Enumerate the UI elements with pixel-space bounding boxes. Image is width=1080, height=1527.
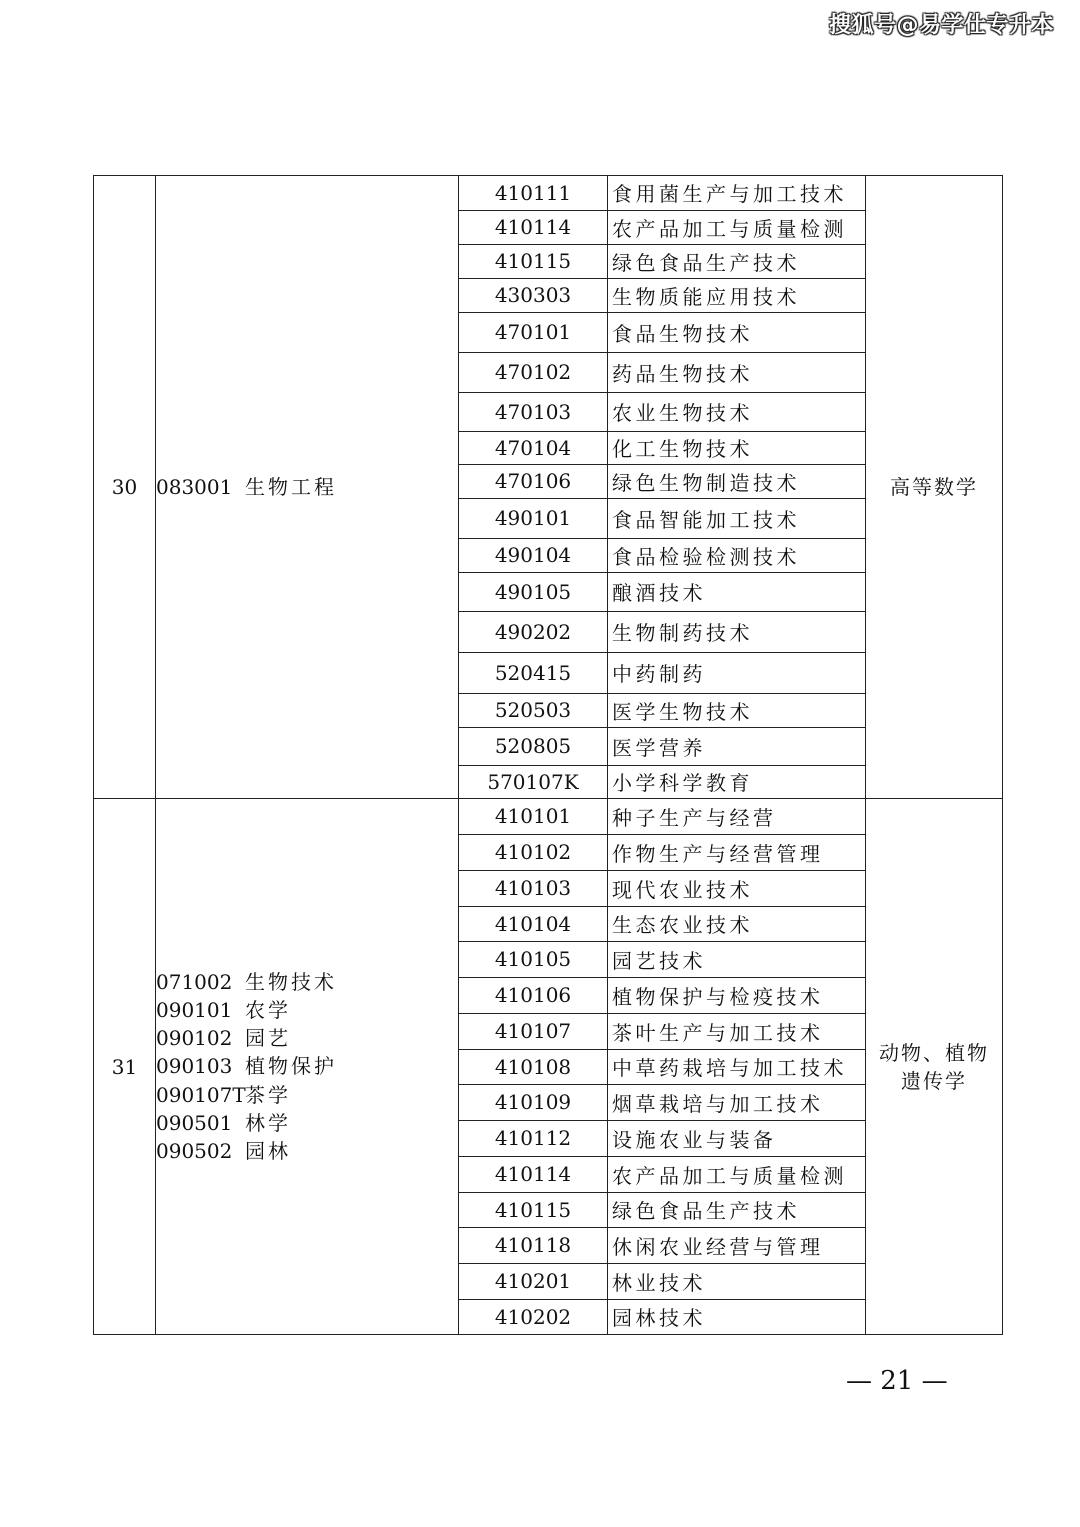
vocational-major-code: 410202 — [459, 1299, 608, 1334]
undergrad-major-code: 090102 — [156, 1026, 233, 1051]
vocational-major-name: 园林技术 — [612, 1306, 706, 1331]
vocational-major-code: 470103 — [459, 392, 608, 431]
list-item — [459, 572, 865, 611]
list-item — [459, 1049, 865, 1084]
undergrad-major-code: 090107T — [156, 1082, 246, 1107]
vocational-major-code: 470106 — [459, 464, 608, 498]
list-item — [459, 1013, 865, 1049]
vocational-major-code: 470104 — [459, 431, 608, 464]
page-number: — 21 — — [846, 1366, 948, 1396]
list-item — [459, 1263, 865, 1299]
vocational-major-name: 农产品加工与质量检测 — [608, 1156, 866, 1192]
vocational-major-name: 生物制药技术 — [608, 611, 866, 652]
list-item — [459, 1227, 865, 1263]
vocational-major-code: 410101 — [459, 799, 608, 834]
vocational-major-code: 410108 — [459, 1049, 608, 1084]
vocational-major-name: 酿酒技术 — [608, 572, 866, 611]
list-item — [459, 693, 865, 727]
list-item — [459, 941, 865, 977]
vocational-major-name: 医学营养 — [608, 727, 866, 765]
vocational-major-code: 410105 — [459, 941, 608, 977]
vocational-major-code: 410118 — [459, 1227, 608, 1263]
list-item — [459, 431, 865, 464]
table-row — [94, 176, 1003, 799]
vocational-major-code: 410104 — [459, 906, 608, 941]
vocational-major-code: 410111 — [459, 176, 608, 210]
list-item — [459, 765, 865, 798]
vocational-major-name: 农业生物技术 — [608, 392, 866, 431]
undergrad-major-code: 071002 — [156, 969, 233, 994]
vocational-major-name: 食品检验检测技术 — [608, 538, 866, 572]
vocational-major-name: 食用菌生产与加工技术 — [608, 176, 866, 210]
vocational-major-code: 570107K — [459, 765, 608, 798]
undergrad-major — [156, 1081, 458, 1109]
vocational-major-code: 410115 — [459, 244, 608, 278]
vocational-major-name: 食品生物技术 — [608, 312, 866, 352]
vocational-major-name: 现代农业技术 — [608, 870, 866, 906]
watermark: 搜狐号@易学仕专升本 — [828, 13, 1054, 38]
list-item — [459, 870, 865, 906]
undergrad-major-name: 农学 — [245, 997, 291, 1022]
vocational-major-code: 490104 — [459, 538, 608, 572]
list-item — [459, 352, 865, 392]
vocational-majors-cell — [459, 799, 866, 1335]
vocational-major-name: 药品生物技术 — [608, 352, 866, 392]
vocational-majors-cell — [459, 176, 866, 799]
undergrad-major-code: 083001 — [156, 474, 233, 499]
list-item — [459, 392, 865, 431]
vocational-major-name: 生物质能应用技术 — [608, 278, 866, 312]
vocational-major-code: 410102 — [459, 834, 608, 870]
vocational-major-name: 农产品加工与质量检测 — [608, 210, 866, 244]
vocational-major-name: 植物保护与检疫技术 — [608, 977, 866, 1013]
undergrad-major-name: 林学 — [245, 1110, 291, 1135]
vocational-major-name: 园艺技术 — [608, 941, 866, 977]
vocational-major-code: 490105 — [459, 572, 608, 611]
list-item — [459, 1156, 865, 1192]
undergrad-major — [156, 1024, 458, 1052]
vocational-major-name: 中草药栽培与加工技术 — [608, 1049, 866, 1084]
list-item — [459, 1192, 865, 1227]
vocational-major-code: 490101 — [459, 498, 608, 538]
major-mapping-table — [93, 175, 1003, 1335]
undergrad-major — [156, 1137, 458, 1165]
undergrad-major-name: 茶学 — [245, 1082, 291, 1107]
list-item — [459, 498, 865, 538]
vocational-major-name: 食品智能加工技术 — [608, 498, 866, 538]
vocational-major-code: 410115 — [459, 1192, 608, 1227]
vocational-major-name: 绿色生物制造技术 — [608, 464, 866, 498]
vocational-major-name: 茶叶生产与加工技术 — [608, 1013, 866, 1049]
vocational-major-name: 绿色食品生产技术 — [608, 1192, 866, 1227]
list-item — [459, 652, 865, 693]
vocational-major-name: 小学科学教育 — [612, 771, 753, 796]
vocational-major-name: 烟草栽培与加工技术 — [608, 1084, 866, 1120]
vocational-major-code: 490202 — [459, 611, 608, 652]
vocational-major-name: 中药制药 — [608, 652, 866, 693]
undergrad-major — [156, 1109, 458, 1137]
vocational-major-name: 设施农业与装备 — [608, 1120, 866, 1156]
vocational-major-name: 绿色食品生产技术 — [608, 244, 866, 278]
table-row — [94, 799, 1003, 1335]
vocational-major-code: 410114 — [459, 1156, 608, 1192]
vocational-major-name: 种子生产与经营 — [608, 799, 866, 834]
undergrad-major-name: 生物工程 — [245, 474, 337, 499]
list-item — [459, 611, 865, 652]
vocational-major-name: 化工生物技术 — [608, 431, 866, 464]
list-item — [459, 906, 865, 941]
undergrad-major-code: 090502 — [156, 1139, 233, 1163]
exam-subject: 高等数学 — [866, 176, 1003, 799]
list-item — [459, 1084, 865, 1120]
list-item — [459, 312, 865, 352]
list-item — [459, 278, 865, 312]
vocational-major-code: 410107 — [459, 1013, 608, 1049]
undergrad-major — [156, 1052, 458, 1080]
vocational-major-code: 520805 — [459, 727, 608, 765]
undergrad-major-code: 090501 — [156, 1110, 233, 1135]
vocational-major-name: 休闲农业经营与管理 — [608, 1227, 866, 1263]
list-item — [459, 1120, 865, 1156]
list-item — [459, 977, 865, 1013]
vocational-major-name: 生态农业技术 — [608, 906, 866, 941]
undergrad-major-name: 园艺 — [245, 1026, 291, 1051]
list-item — [459, 538, 865, 572]
exam-subject: 动物、植物遗传学 — [866, 799, 1003, 1335]
group-number: 30 — [94, 176, 156, 799]
vocational-major-code: 410201 — [459, 1263, 608, 1299]
list-item — [459, 244, 865, 278]
undergrad-major-name: 生物技术 — [245, 969, 337, 994]
vocational-major-code: 470101 — [459, 312, 608, 352]
vocational-major-code: 430303 — [459, 278, 608, 312]
undergrad-major-code: 090103 — [156, 1054, 233, 1079]
vocational-major-code: 470102 — [459, 352, 608, 392]
vocational-majors-list — [459, 176, 865, 798]
list-item — [459, 834, 865, 870]
vocational-major-code: 410103 — [459, 870, 608, 906]
undergrad-major-name: 园林 — [245, 1139, 291, 1163]
list-item — [459, 727, 865, 765]
undergrad-major — [156, 968, 458, 996]
undergrad-majors-cell — [156, 799, 459, 1335]
vocational-major-code: 520503 — [459, 693, 608, 727]
undergrad-majors-cell — [156, 176, 459, 799]
vocational-major-name: 医学生物技术 — [608, 693, 866, 727]
list-item — [459, 210, 865, 244]
vocational-major-code: 410109 — [459, 1084, 608, 1120]
list-item — [459, 176, 865, 210]
vocational-majors-list — [459, 799, 865, 1334]
vocational-major-code: 410114 — [459, 210, 608, 244]
vocational-major-code: 410106 — [459, 977, 608, 1013]
vocational-major-name: 作物生产与经营管理 — [608, 834, 866, 870]
vocational-major-code: 520415 — [459, 652, 608, 693]
undergrad-major — [156, 473, 458, 501]
list-item — [459, 464, 865, 498]
list-item — [459, 799, 865, 834]
list-item — [459, 1299, 865, 1334]
undergrad-major-code: 090101 — [156, 997, 233, 1022]
vocational-major-name: 林业技术 — [608, 1263, 866, 1299]
undergrad-major — [156, 996, 458, 1024]
undergrad-major-name: 植物保护 — [245, 1054, 337, 1079]
group-number: 31 — [94, 799, 156, 1335]
vocational-major-code: 410112 — [459, 1120, 608, 1156]
